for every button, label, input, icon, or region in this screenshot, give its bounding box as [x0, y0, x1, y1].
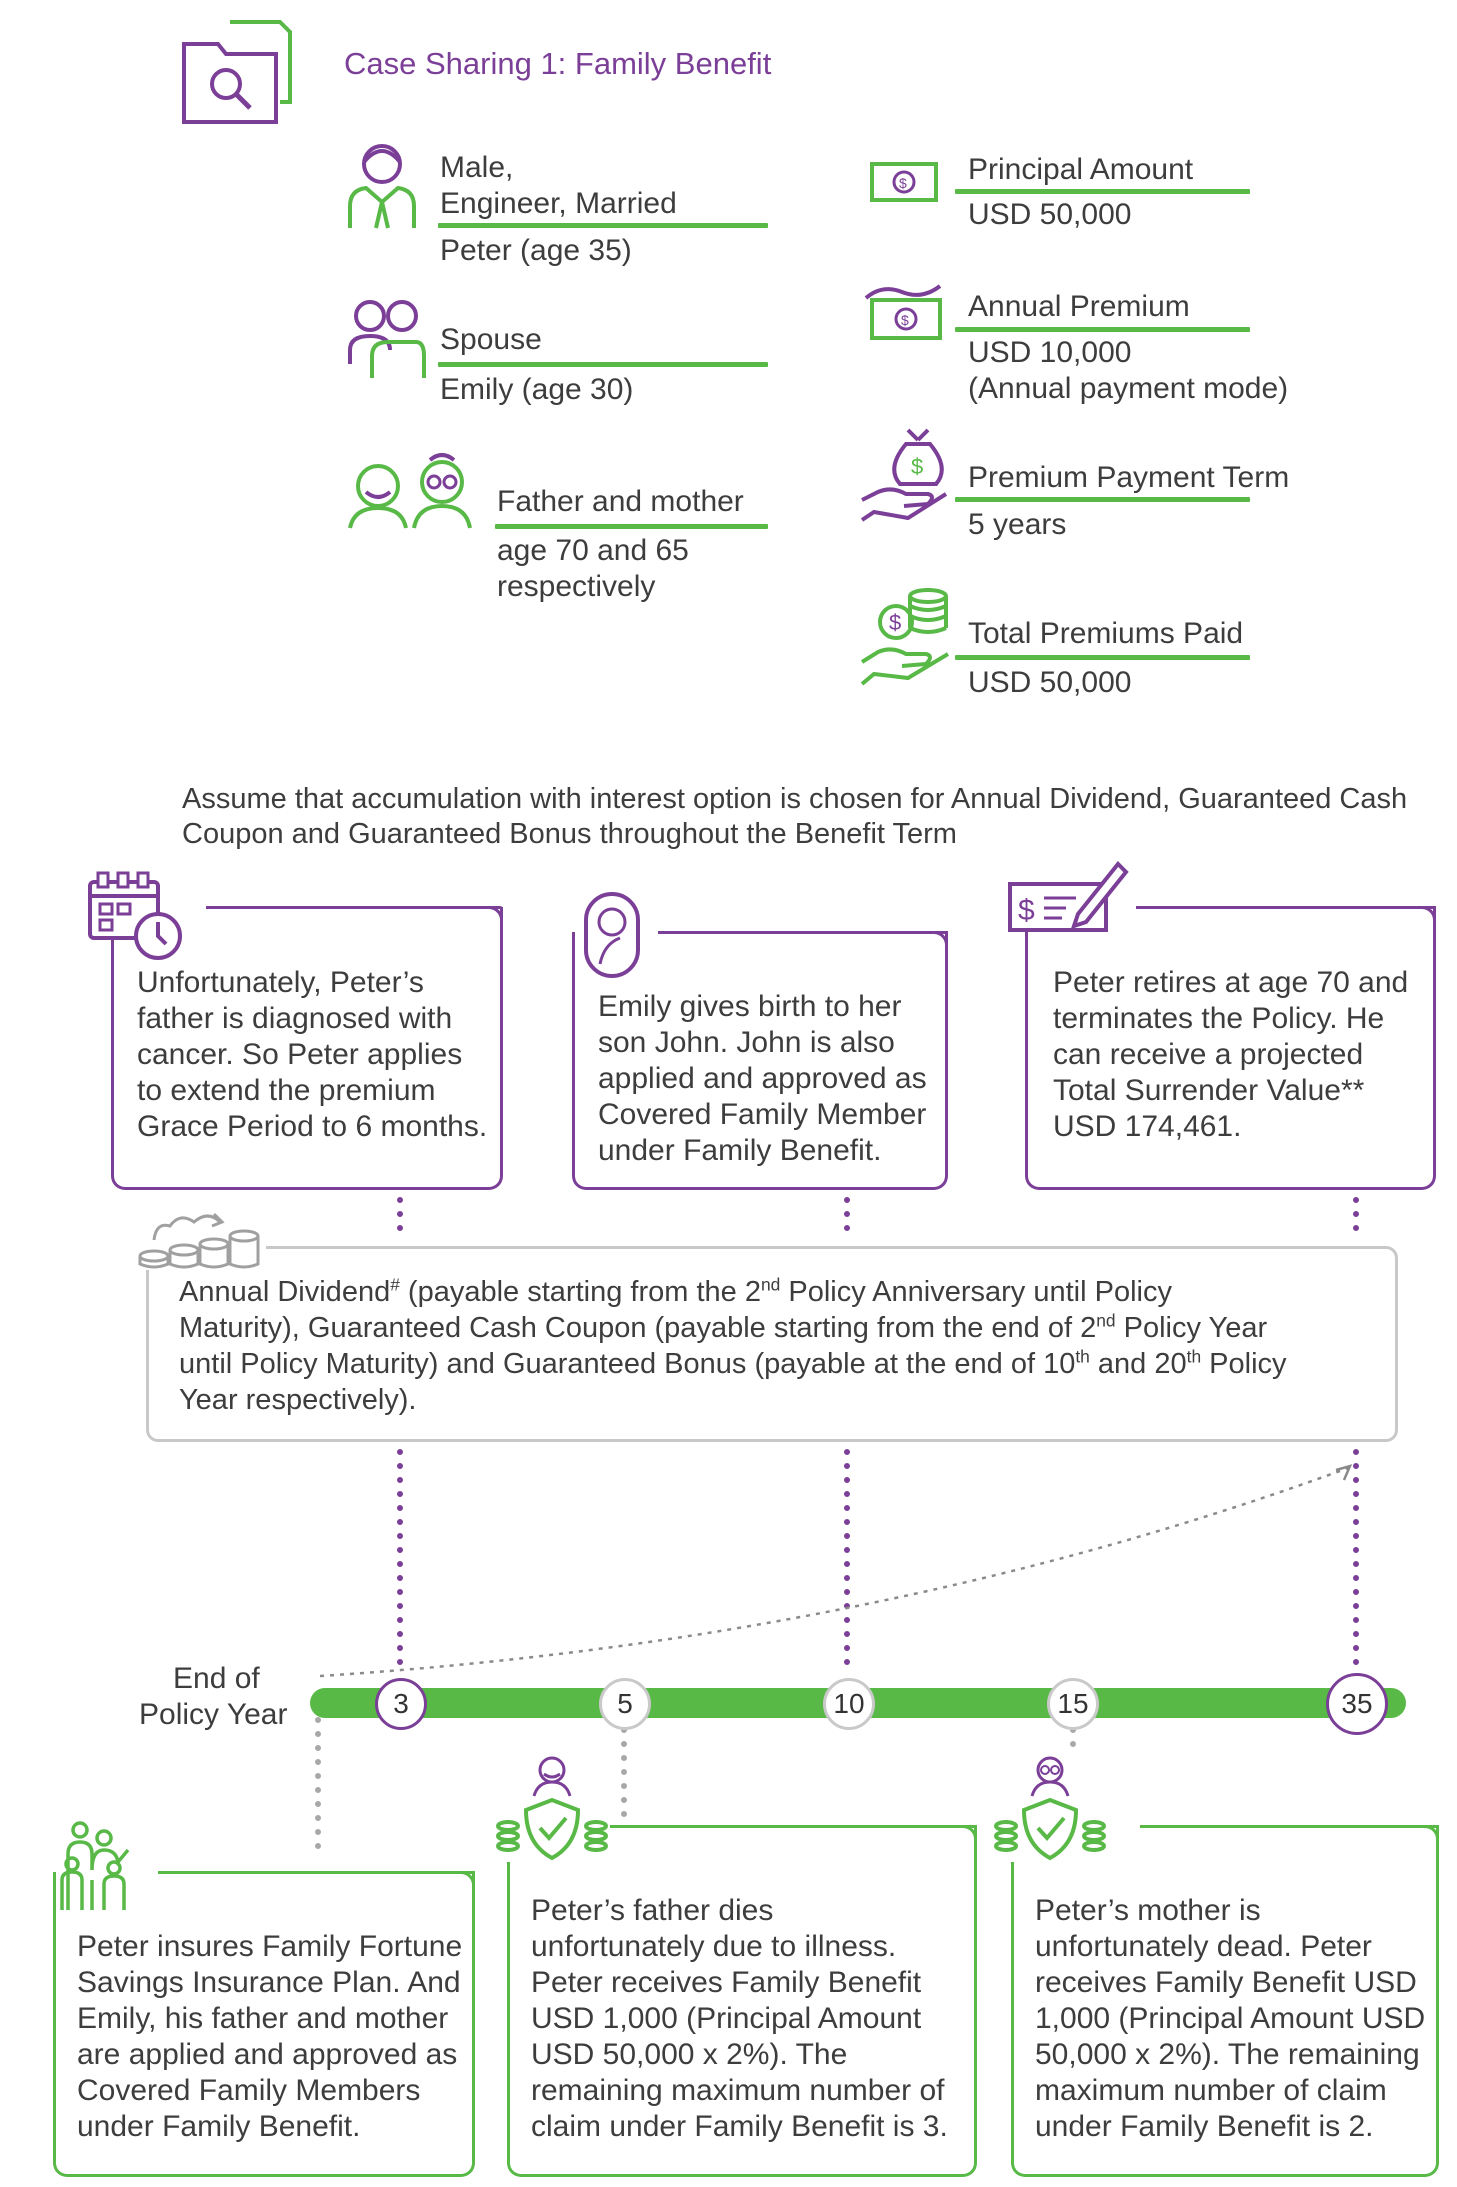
svg-text:$: $ — [911, 454, 924, 479]
annual-premium-label: Annual Premium — [968, 290, 1190, 323]
svg-text:$: $ — [1018, 894, 1035, 927]
timeline-label-line2: Policy Year — [139, 1698, 288, 1731]
page-title: Case Sharing 1: Family Benefit — [344, 46, 772, 81]
timeline-marker-year-15: 15 — [1047, 1678, 1099, 1730]
annual-premium-value: USD 10,000 — [968, 336, 1132, 369]
shield-check-mother-icon — [992, 1752, 1108, 1862]
event-text-year-35: Peter retires at age 70 and terminates the Policy. He can receive a projected Total Surrender Value** USD 174,461. — [1053, 966, 1409, 1143]
event-text-year-3: Unfortunately, Peter’s father is diagnosed with cancer. So Peter applies to extend the premium Grace Period to 6 months. — [137, 966, 488, 1143]
annual-premium-note: (Annual payment mode) — [968, 372, 1289, 405]
shield-check-father-icon — [494, 1752, 610, 1862]
svg-text:$: $ — [901, 312, 909, 328]
card-top-border — [158, 1871, 475, 1874]
principal-label: Principal Amount — [968, 153, 1194, 186]
spouse-label: Spouse — [440, 323, 542, 356]
svg-text:$: $ — [889, 610, 902, 635]
assumption-line1: Assume that accumulation with interest option is chosen for Annual Dividend, Guaranteed Cash — [182, 783, 1408, 815]
timeline-marker-year-35: 35 — [1326, 1673, 1388, 1735]
timeline-marker-year-5: 5 — [599, 1678, 651, 1730]
card-top-border — [610, 1825, 977, 1828]
spouse-name: Emily (age 30) — [440, 373, 634, 406]
principal-value: USD 50,000 — [968, 198, 1132, 231]
timeline-marker-year-10: 10 — [823, 1678, 875, 1730]
parents-line1: age 70 and 65 — [497, 534, 689, 567]
dividend-text: Annual Dividend# (payable starting from the 2nd Policy Anniversary until Policy Maturity), Guaranteed Cash Coupon (payable starting from the end of 2nd Policy Year until Policy Maturity) and Guaranteed Bonus (payable at the end of 10th and 20th Policy Year respectively). — [179, 1274, 1287, 1416]
total-premiums-label: Total Premiums Paid — [968, 617, 1244, 650]
parents-line2: respectively — [497, 570, 656, 603]
total-premiums-value: USD 50,000 — [968, 666, 1132, 699]
insured-line2: Engineer, Married — [440, 187, 677, 220]
event-text-year-10: Emily gives birth to her son John. John is also applied and approved as Covered Family Member under Family Benefit. — [598, 990, 927, 1167]
parents-label: Father and mother — [497, 485, 744, 518]
payment-term-value: 5 years — [968, 508, 1067, 541]
event-text-year-5: Peter’s father dies unfortunately due to illness. Peter receives Family Benefit USD 1,000 (Principal Amount USD 50,000 x 2%). The remaining maximum number of claim under Family Benefit is 3. — [531, 1894, 948, 2143]
insured-line1: Male, — [440, 151, 514, 184]
family-icon — [58, 1820, 136, 1912]
assumption-line2: Coupon and Guaranteed Bonus throughout the Benefit Term — [182, 818, 957, 850]
payment-term-label: Premium Payment Term — [968, 461, 1290, 494]
event-text-year-15: Peter’s mother is unfortunately dead. Peter receives Family Benefit USD 1,000 (Principal Amount USD 50,000 x 2%). The remaining maximum number of claim under Family Benefit is 2. — [1035, 1894, 1426, 2143]
insured-name: Peter (age 35) — [440, 234, 632, 267]
timeline-label-line1: End of — [173, 1662, 260, 1695]
card-top-border — [1140, 1825, 1439, 1828]
svg-text:$: $ — [899, 175, 907, 191]
event-text-year-0: Peter insures Family Fortune Savings Insurance Plan. And Emily, his father and mother are applied and approved as Covered Family Members under Family Benefit. — [77, 1930, 463, 2143]
timeline-marker-year-3: 3 — [375, 1678, 427, 1730]
